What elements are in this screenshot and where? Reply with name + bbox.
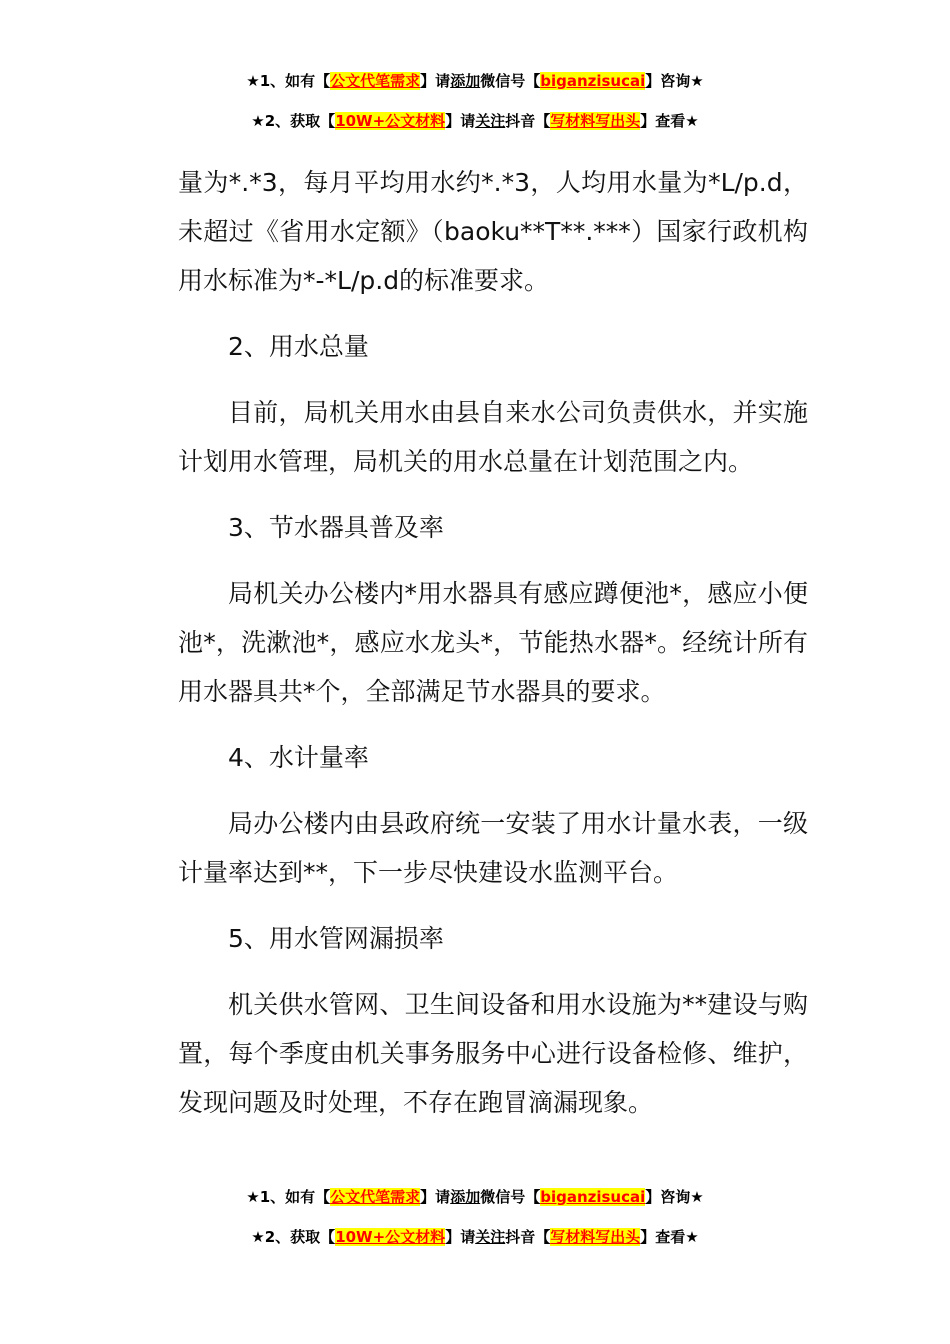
banner-text: 抖音【 xyxy=(505,1228,551,1246)
section-heading-metering-rate: 4、水计量率 xyxy=(228,743,369,772)
banner-highlight: biganzisucai xyxy=(540,72,646,90)
banner-text: 】请 xyxy=(420,1188,451,1206)
banner-text: 】查看★ xyxy=(640,1228,699,1246)
paragraph-metering-rate: 局办公楼内由县政府统一安装了用水计量水表，一级计量率达到**，下一步尽快建设水监测平台。 xyxy=(178,809,808,887)
banner-highlight: biganzisucai xyxy=(540,1188,646,1206)
banner-highlight: 公文代笔需求 xyxy=(330,72,421,90)
banner-emphasis: 添加 xyxy=(450,72,481,90)
banner-text: ★2、获取【 xyxy=(251,1228,336,1246)
section-heading-leakage-rate: 5、用水管网漏损率 xyxy=(228,924,444,953)
document-body xyxy=(178,158,808,1144)
banner-text: 微信号【 xyxy=(480,1188,541,1206)
section-heading-fixture-rate: 3、节水器具普及率 xyxy=(228,513,444,542)
banner-highlight: 写材料写出头 xyxy=(550,1228,641,1246)
section-heading-total-water-use: 2、用水总量 xyxy=(228,332,369,361)
banner-text: 抖音【 xyxy=(505,112,551,130)
banner-emphasis: 关注 xyxy=(475,1228,506,1246)
banner-text: 微信号【 xyxy=(480,72,541,90)
banner-text: 】请 xyxy=(445,1228,476,1246)
top-banner-line-1 xyxy=(0,70,950,92)
banner-text: ★2、获取【 xyxy=(251,112,336,130)
banner-emphasis: 关注 xyxy=(475,112,506,130)
banner-highlight: 10W+公文材料 xyxy=(335,1228,446,1246)
banner-text: 】请 xyxy=(445,112,476,130)
top-banner-line-2 xyxy=(0,110,950,132)
paragraph-continuation: 量为*.*3，每月平均用水约*.*3，人均用水量为*L/p.d，未超过《省用水定额》（baoku**T**.***）国家行政机构用水标准为*-*L/p.d的标准要求。 xyxy=(178,168,808,295)
banner-text: 】咨询★ xyxy=(645,72,704,90)
banner-highlight: 公文代笔需求 xyxy=(330,1188,421,1206)
banner-text: 】咨询★ xyxy=(645,1188,704,1206)
banner-highlight: 10W+公文材料 xyxy=(335,112,446,130)
paragraph-leakage-rate: 机关供水管网、卫生间设备和用水设施为**建设与购置，每个季度由机关事务服务中心进行设备检修、维护，发现问题及时处理，不存在跑冒滴漏现象。 xyxy=(178,990,808,1117)
banner-text: 】请 xyxy=(420,72,451,90)
banner-emphasis: 添加 xyxy=(450,1188,481,1206)
banner-text: ★1、如有【 xyxy=(246,72,331,90)
banner-text: 】查看★ xyxy=(640,112,699,130)
banner-highlight: 写材料写出头 xyxy=(550,112,641,130)
paragraph-fixture-rate: 局机关办公楼内*用水器具有感应蹲便池*，感应小便池*，洗漱池*，感应水龙头*，节能热水器*。经统计所有用水器具共*个，全部满足节水器具的要求。 xyxy=(178,579,808,706)
paragraph-total-water-use: 目前，局机关用水由县自来水公司负责供水，并实施计划用水管理，局机关的用水总量在计划范围之内。 xyxy=(178,398,808,476)
bottom-banner-line-2 xyxy=(0,1226,950,1248)
bottom-banner-line-1 xyxy=(0,1186,950,1208)
banner-text: ★1、如有【 xyxy=(246,1188,331,1206)
